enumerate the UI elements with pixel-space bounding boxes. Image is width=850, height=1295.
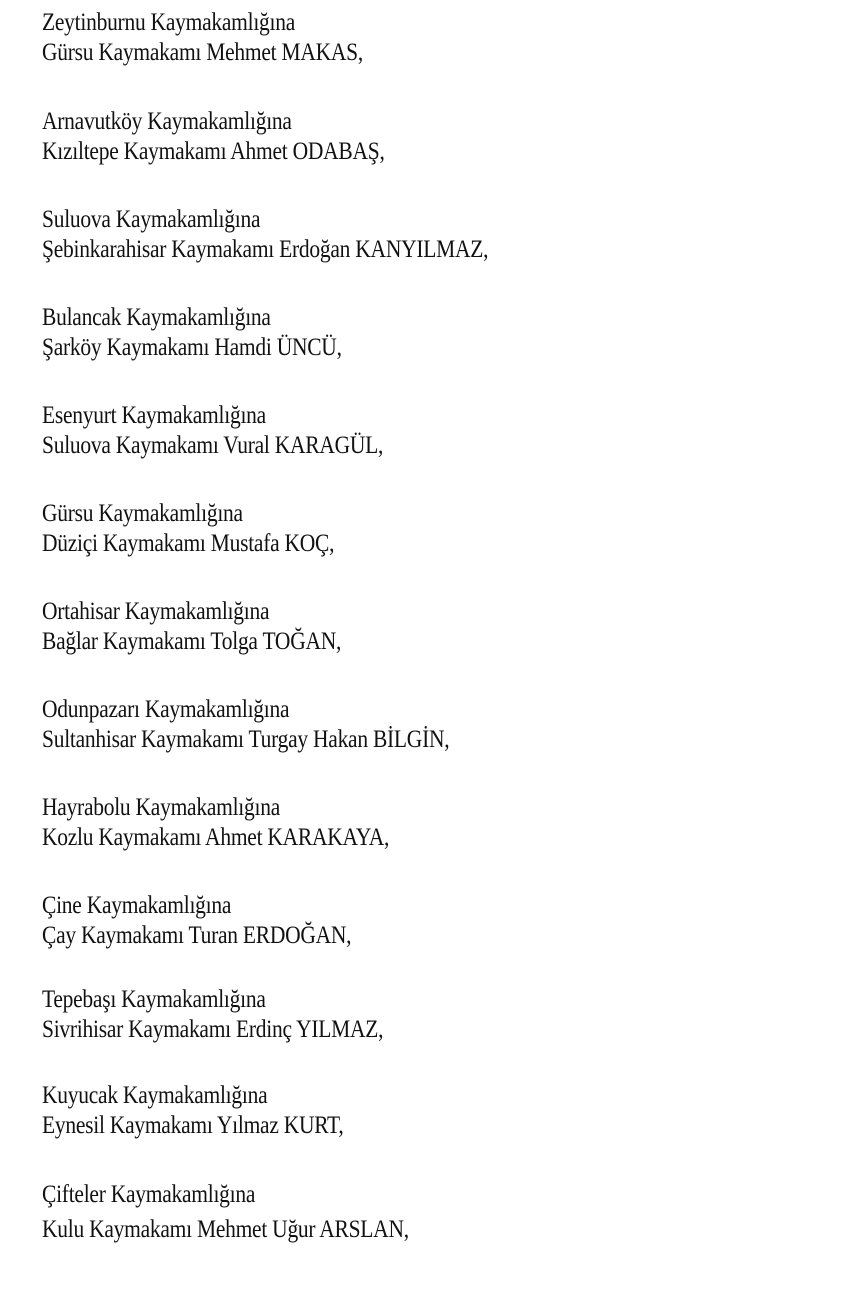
office-name: Bulancak Kaymakamlığına: [42, 304, 271, 331]
appointment-entry: [42, 499, 802, 559]
appointment-entry: [42, 1081, 802, 1141]
appointee-line: Şebinkarahisar Kaymakamı Erdoğan KANYILMAZ,: [42, 236, 489, 263]
appointment-entry: [42, 793, 802, 853]
appointee-line: Kızıltepe Kaymakamı Ahmet ODABAŞ,: [42, 138, 385, 165]
appointee-line: Sultanhisar Kaymakamı Turgay Hakan BİLGİN,: [42, 726, 450, 753]
appointee-line: Eynesil Kaymakamı Yılmaz KURT,: [42, 1112, 344, 1139]
appointment-entry: [42, 8, 802, 68]
appointment-entry: [42, 985, 802, 1045]
office-name: Ortahisar Kaymakamlığına: [42, 598, 270, 625]
office-name: Suluova Kaymakamlığına: [42, 206, 261, 233]
office-name: Zeytinburnu Kaymakamlığına: [42, 9, 296, 36]
appointee-line: Kozlu Kaymakamı Ahmet KARAKAYA,: [42, 824, 390, 851]
appointee-line: Şarköy Kaymakamı Hamdi ÜNCÜ,: [42, 334, 342, 361]
office-name: Gürsu Kaymakamlığına: [42, 500, 243, 527]
appointee-line: Gürsu Kaymakamı Mehmet MAKAS,: [42, 39, 363, 66]
office-name: Kuyucak Kaymakamlığına: [42, 1082, 268, 1109]
appointment-entry: [42, 107, 802, 167]
appointee-line: Suluova Kaymakamı Vural KARAGÜL,: [42, 432, 384, 459]
office-name: Odunpazarı Kaymakamlığına: [42, 696, 290, 723]
appointment-entry: [42, 1180, 802, 1245]
appointment-entry: [42, 205, 802, 265]
appointee-line: Sivrihisar Kaymakamı Erdinç YILMAZ,: [42, 1016, 384, 1043]
appointment-entry: [42, 695, 802, 755]
office-name: Tepebaşı Kaymakamlığına: [42, 986, 266, 1013]
office-name: Arnavutköy Kaymakamlığına: [42, 108, 292, 135]
appointment-entry: [42, 401, 802, 461]
appointee-line: Kulu Kaymakamı Mehmet Uğur ARSLAN,: [42, 1216, 409, 1243]
office-name: Esenyurt Kaymakamlığına: [42, 402, 266, 429]
appointee-line: Düziçi Kaymakamı Mustafa KOÇ,: [42, 530, 335, 557]
office-name: Çifteler Kaymakamlığına: [42, 1181, 256, 1208]
appointment-entry: [42, 597, 802, 657]
appointment-entry: [42, 891, 802, 951]
appointment-entry: [42, 303, 802, 363]
office-name: Hayrabolu Kaymakamlığına: [42, 794, 281, 821]
appointee-line: Çay Kaymakamı Turan ERDOĞAN,: [42, 922, 352, 949]
appointee-line: Bağlar Kaymakamı Tolga TOĞAN,: [42, 628, 342, 655]
office-name: Çine Kaymakamlığına: [42, 892, 232, 919]
